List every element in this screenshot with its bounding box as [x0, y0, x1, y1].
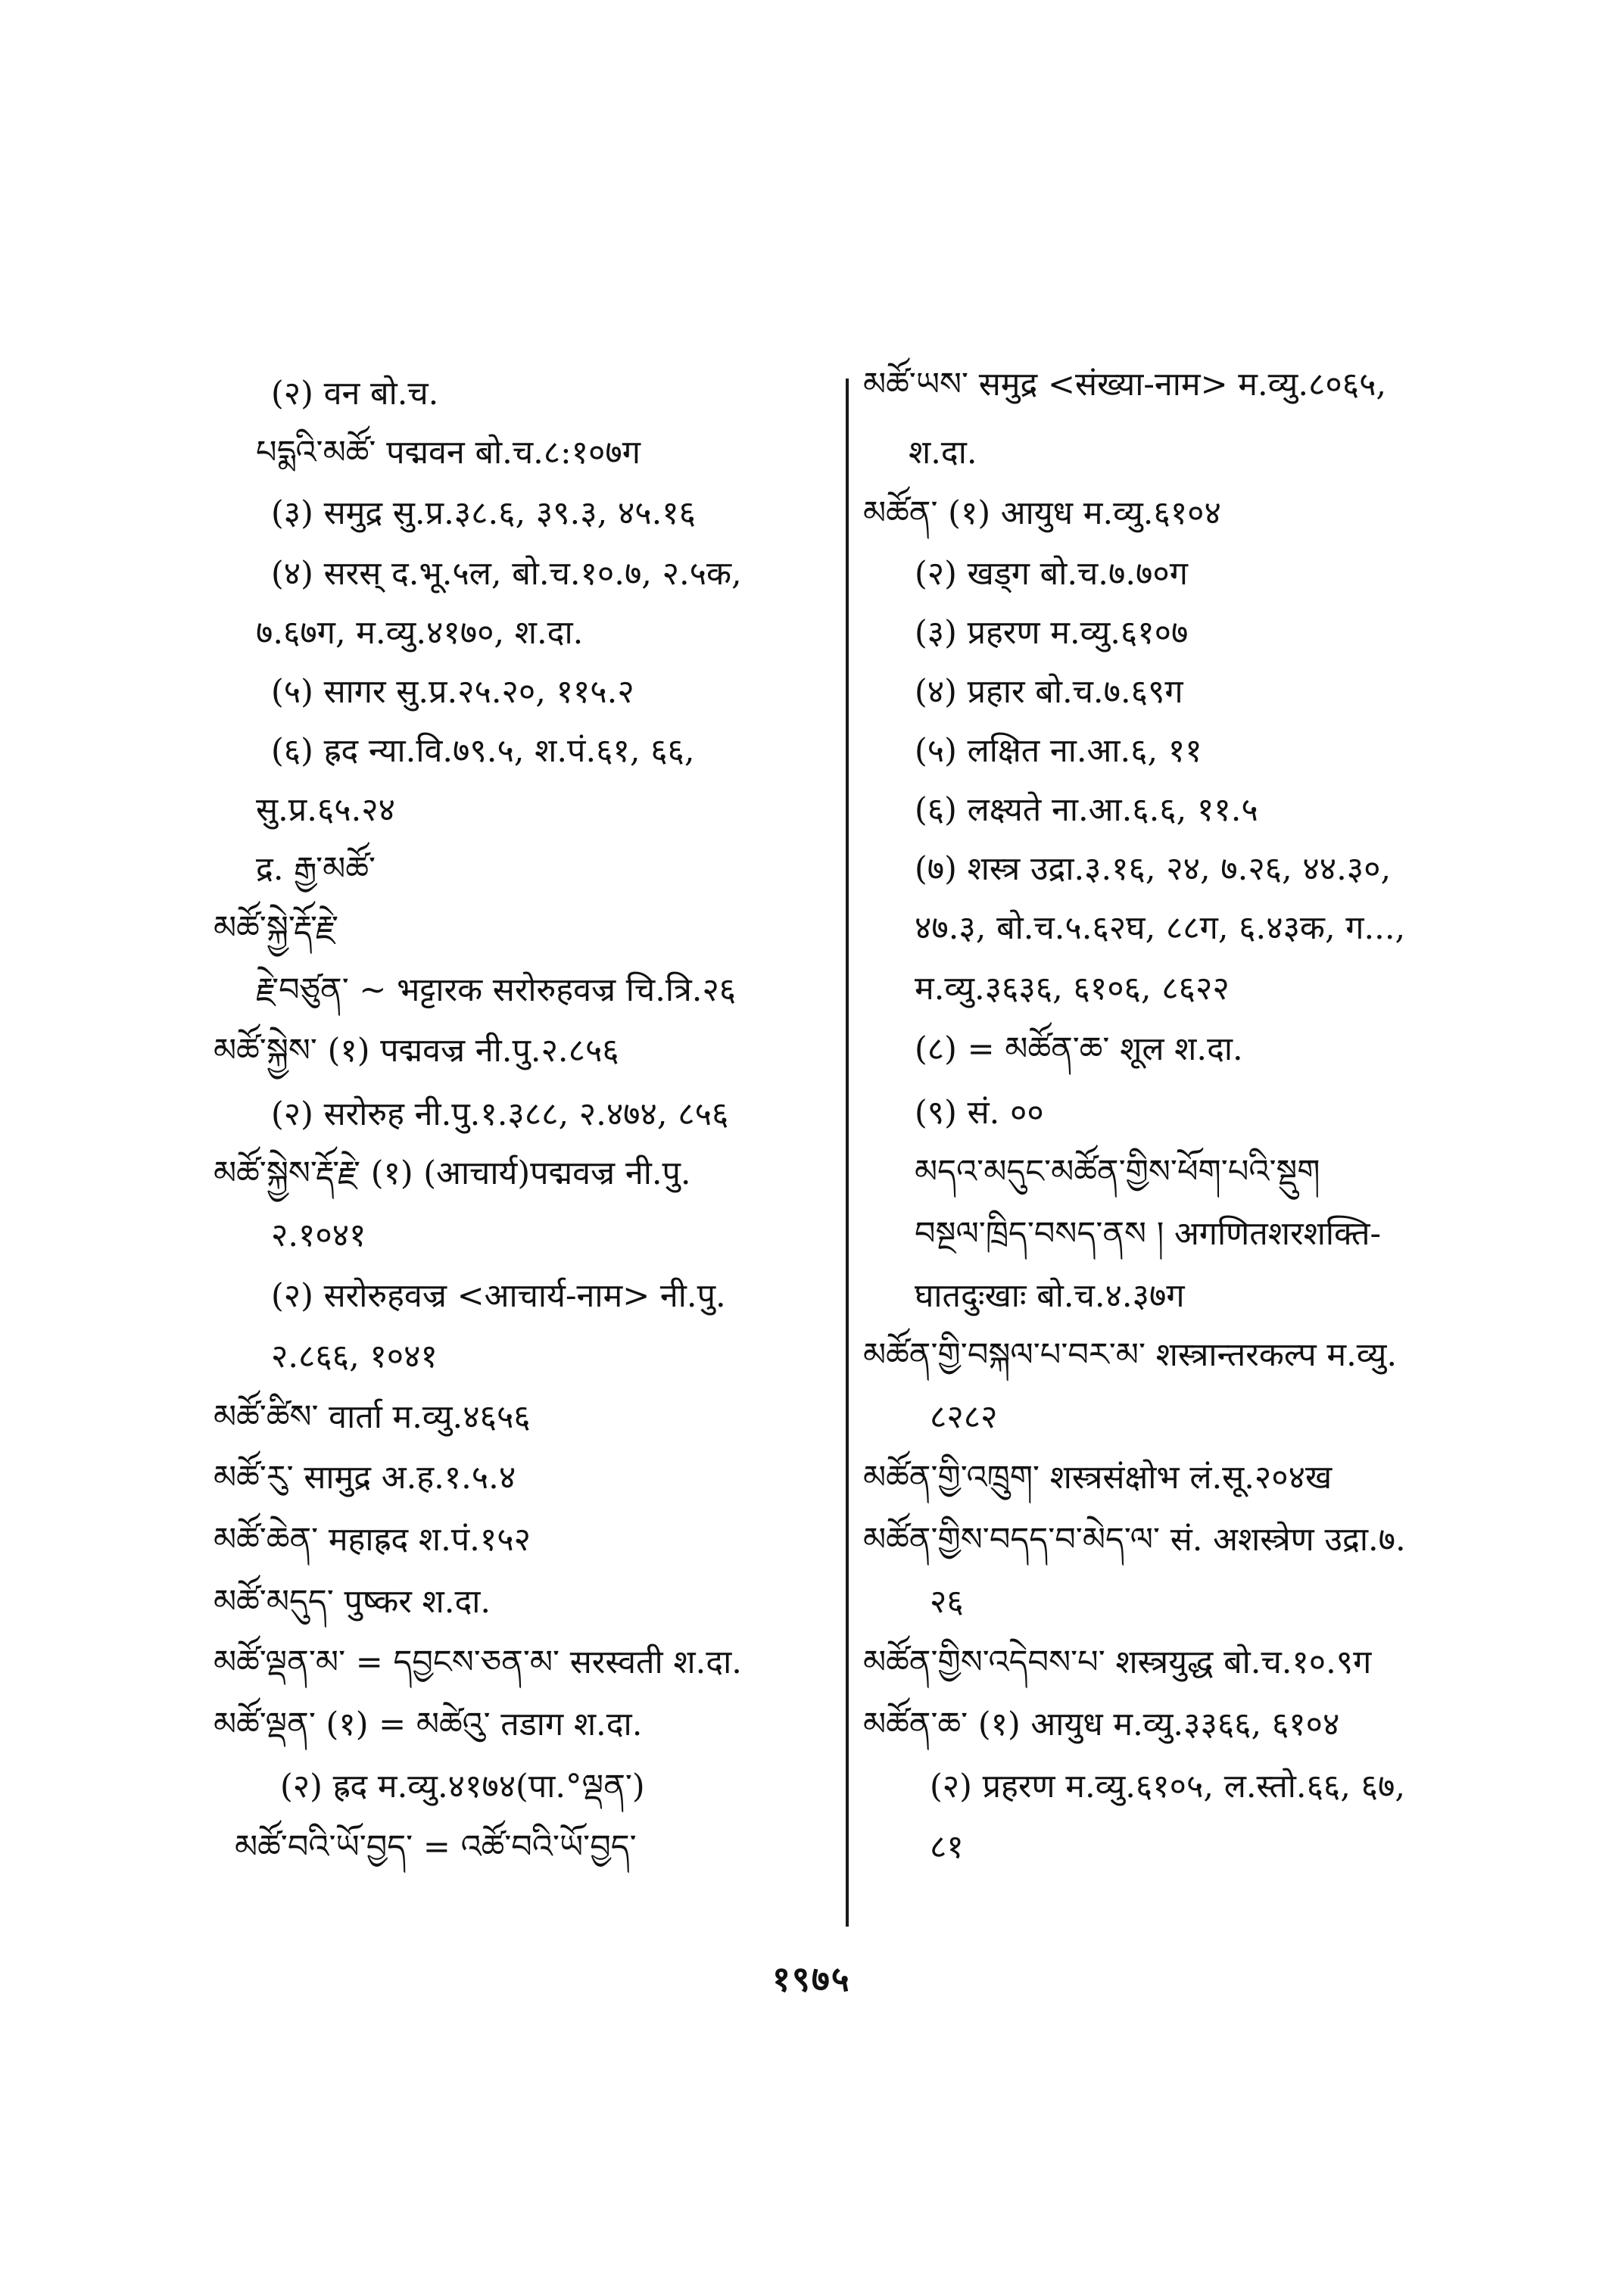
dictionary-line: २.८६६, १०४१: [271, 1338, 438, 1375]
dictionary-line: མཚོ་སྐྱེས་རྡོ་རྗེ་ (१) (आचार्य)पद्मवज्र नी.पु.: [214, 1154, 691, 1192]
dictionary-line: (४) प्रहार बो.च.७.६९ग: [915, 673, 1183, 711]
dictionary-line: २६: [930, 1583, 964, 1621]
dictionary-line: (६) ह्रद न्या.वि.७९.५, श.पं.६१, ६६,: [271, 732, 695, 770]
dictionary-line: (२) सरोरुहवज्र <आचार्य-नाम> नी.पु.: [271, 1277, 726, 1315]
dictionary-line: (६) लक्ष्यते ना.आ.६.६, ११.५: [915, 791, 1258, 829]
dictionary-line: མཚོ་སྐྱེས་ (१) पद्मवज्र नी.पु.२.८५६: [214, 1032, 619, 1070]
dictionary-line: ७.६७ग, म.व्यु.४१७०, श.दा.: [256, 614, 584, 652]
dictionary-line: (९) सं. ००: [915, 1094, 1044, 1132]
dictionary-line: མཚོ་སྐྱེ་རྡོ་རྗེ་: [214, 909, 339, 947]
dictionary-line: (३) प्रहरण म.व्यु.६१०७: [915, 614, 1189, 652]
dictionary-line: द्र. རྒྱ་མཚོ་: [256, 850, 376, 888]
dictionary-line: མཚོན་ཆ་ (१) आयुध म.व्यु.३३६६, ६१०४: [863, 1706, 1340, 1743]
dictionary-line: (२) वन बो.च.: [271, 375, 439, 413]
dictionary-line: (५) सागर सु.प्र.२५.२०, ११५.२: [271, 673, 634, 711]
dictionary-line: (५) लक्षित ना.आ.६, ११: [915, 732, 1202, 770]
dictionary-line: མཚོ་ཡས་ समुद्र <संख्या-नाम> म.व्यु.८०६५,: [863, 366, 1387, 403]
dictionary-line: (२) खड्ग बो.च.७.७०ग: [915, 555, 1188, 593]
dictionary-line: ८१: [930, 1828, 964, 1866]
dictionary-line: རྗེ་བཙུན་ ~ भट्टारक सरोरुहवज्र चि.त्रि.२६: [256, 971, 737, 1009]
dictionary-line: མཚོ་མདུད་ पुष्कर श.दा.: [214, 1583, 491, 1621]
dictionary-line: བསྔལ་ཁྲིད་བསད་ནས ། अगणितशरशक्ति-: [915, 1215, 1382, 1253]
dictionary-line: म.व्यु.३६३६, ६१०६, ८६२२: [915, 970, 1230, 1008]
dictionary-line: (२) प्रहरण म.व्यु.६१०५, ल.स्तो.६६, ६७,: [930, 1768, 1406, 1805]
dictionary-line: (७) शस्त्र उद्रा.३.१६, २४, ७.२६, ४४.३०,: [915, 850, 1392, 888]
dictionary-line: མཚོ་ལྡན་མ་ = དབྱངས་ཅན་མ་ सरस्वती श.दा.: [214, 1643, 742, 1681]
dictionary-line: ४७.३, बो.च.५.६२घ, ८८ग, ६.४३क, ग...,: [915, 909, 1406, 947]
dictionary-line: (२) ह्रद म.व्यु.४१७४(पा.°ལྡན་): [280, 1768, 645, 1805]
right-column: [863, 0, 1484, 2293]
page-number: १९७५: [772, 1958, 851, 1999]
dictionary-line: (२) सरोरुह नी.पु.१.३८८, २.४७४, ८५६: [271, 1095, 729, 1133]
dictionary-line: མཚོ་ཆེན་ महाह्रद श.पं.१५२: [214, 1521, 531, 1559]
dictionary-line: (३) समुद्र सु.प्र.३८.६, ३९.३, ४५.१६: [271, 494, 697, 532]
dictionary-line: མཚོན་གྱིས་བདད་བ་མེད་ལ་ सं. अशस्त्रेण उद्रा.७.: [863, 1521, 1406, 1559]
dictionary-line: མཚོན་ (१) आयुध म.व्यु.६१०४: [863, 494, 1221, 532]
left-column: [204, 0, 856, 2293]
dictionary-line: མཚོ་རུ་ सामुद्र अ.ह.१.५.४: [214, 1459, 516, 1497]
dictionary-line: མཚོ་ལྡན་ (१) = མཚེའུ་ तडाग श.दा.: [214, 1706, 643, 1743]
dictionary-line: མཚོན་གྱི་འཁྲུག་ शस्त्रसंक्षोभ लं.सू.२०४ख: [863, 1459, 1333, 1497]
dictionary-line: घातदुःखाः बो.च.४.३७ग: [915, 1277, 1185, 1315]
dictionary-line: श.दा.: [909, 434, 977, 472]
dictionary-line: མཚོན་གྱི་བསྐལ་པ་བར་མ་ शस्त्रान्तरकल्प म.व्यु.: [863, 1336, 1398, 1374]
dictionary-line: མཚོན་གྱིས་འདེབས་པ་ शस्त्रयुद्ध बो.च.१०.९ग: [863, 1643, 1372, 1681]
dictionary-line: མཚོ་ཚིས་ वार्ता म.व्यु.४६५६: [214, 1398, 531, 1436]
dictionary-line: (८) = མཚོན་ཆ་ शूल श.दा.: [915, 1030, 1243, 1068]
dictionary-line: ८२८२: [930, 1398, 998, 1436]
dictionary-line: २.१०४१: [271, 1217, 366, 1254]
dictionary-line: सु.प्र.६५.२४: [256, 791, 395, 829]
column-divider: [846, 379, 849, 1927]
dictionary-line: (४) सरस् द.भू.५ल, बो.च.१०.७, २.५क,: [271, 555, 742, 593]
dictionary-line: མཚོ་བའི་ཡོ་བྱད་ = འཚོ་བའི་ཡོ་བྱད་: [235, 1828, 637, 1866]
dictionary-line: པདྨའི་མཚོ་ पद्मवन बो.च.८:१०७ग: [256, 434, 641, 472]
dictionary-line: མདའ་མདུང་མཚོན་གྱིས་ཕོག་པའི་སྡུག: [915, 1153, 1320, 1191]
